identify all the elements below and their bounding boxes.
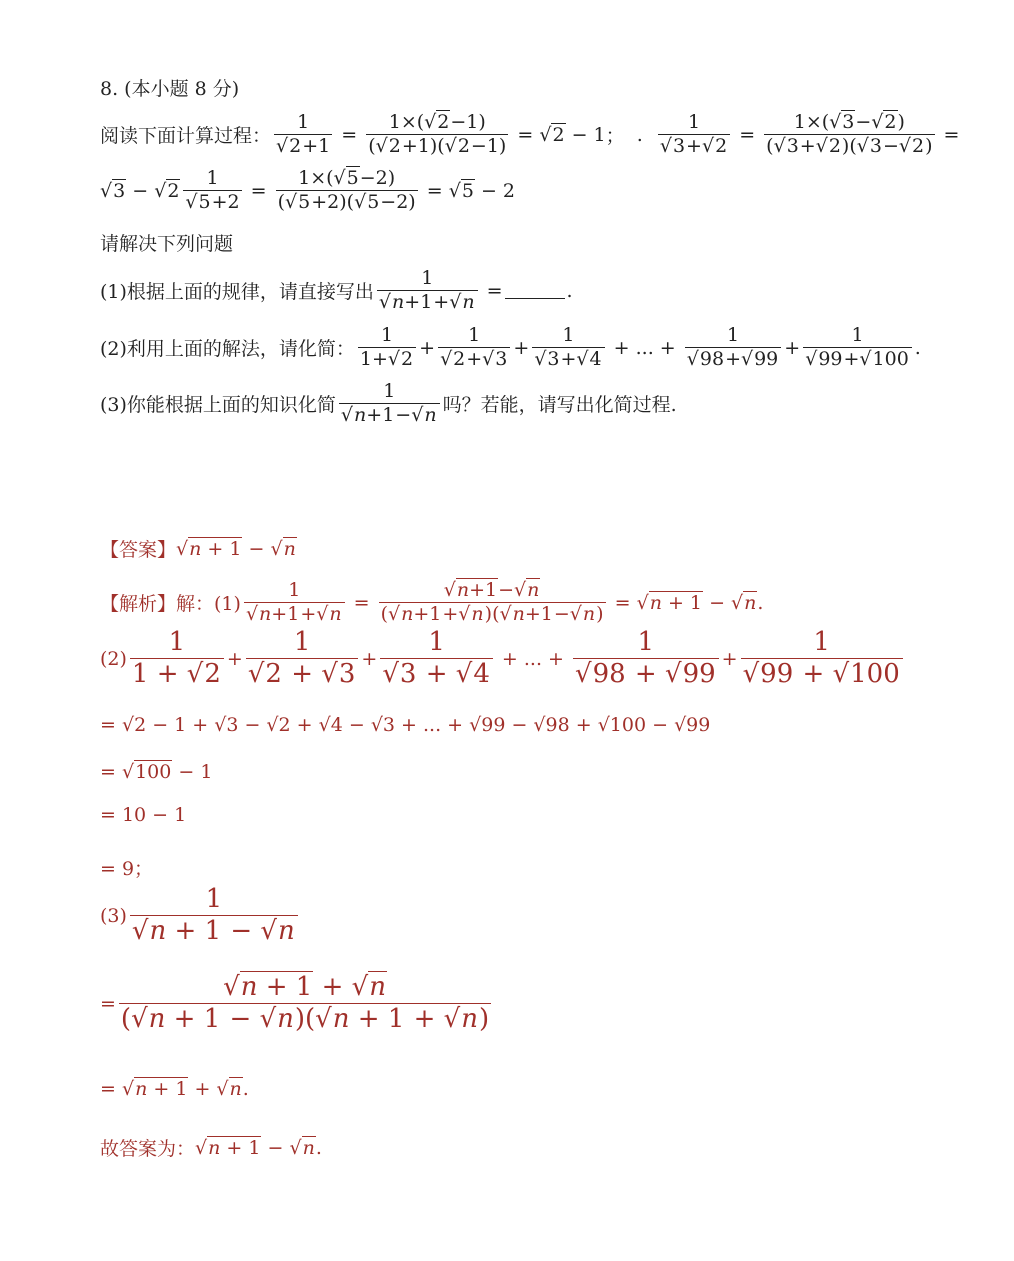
part-1-text: (1)根据上面的规律，请直接写出 [100, 281, 374, 304]
step-telescoping [100, 714, 710, 736]
ask-line [100, 229, 233, 256]
final-answer-label: 故答案为： [100, 1138, 196, 1160]
step-ten-text: = 10 − 1 [100, 804, 187, 826]
example-fraction-6: $\frac{1\times(√5-2)}{(√5+2)(√5-2)}$ [277, 167, 416, 213]
answer-blank [505, 282, 565, 299]
solution-part-2-label: (2) [100, 648, 127, 671]
part-3-suffix: 吗？若能，请写出化简过程. [442, 394, 677, 417]
question-header [100, 74, 239, 101]
answer-line: 【答案】 √n + 1 − √n [100, 535, 297, 562]
question-header-text: 8. (本小题 8 分) [100, 78, 240, 100]
analysis-intro: 解：(1) [176, 593, 241, 616]
intro-text: 阅读下面计算过程： [100, 125, 272, 148]
example-line-1: 阅读下面计算过程： $\frac{1}{√2+1}$ = $\frac{1\times(√2-1)}{(√2+1)(√2-1)}$ = √2 − 1 ； . $\frac{1}{√3+√2}$ = $\frac{1\times(√3-√2)}{(√3+√2)(√3-√2)}$ = [100, 111, 960, 157]
example-fraction-3: $\frac{1}{√3+√2}$ [658, 112, 730, 158]
example-fraction-4: $\frac{1\times(√3-√2)}{(√3+√2)(√3-√2)}$ [766, 111, 933, 157]
example-line-2: √3 − √2 $\frac{1}{√5+2}$ = $\frac{1\times(√5-2)}{(√5+2)(√5-2)}$ = √5 − 2 [100, 167, 516, 213]
part-3 [100, 381, 677, 427]
step-sqrt100: = √100 − 1 [100, 761, 213, 783]
solution-part-3-result: = √n + 1 + √n. [100, 1078, 249, 1100]
answer-label: 【答案】 [100, 539, 177, 561]
example-fraction-2: $\frac{1\times(√2-1)}{(√2+1)(√2-1)}$ [368, 111, 507, 157]
part-3-fraction: $\frac{1}{√n+1-√n}$ [339, 381, 440, 427]
analysis-label: 【解析】 [100, 593, 177, 616]
step-nine [100, 854, 153, 881]
solution-part-3-step: = $\frac{√n + 1 + √n}{(√n + 1 - √n)(√n + 1 + √n)}$ [100, 972, 490, 1034]
solution-part-3: (3) $\frac{1}{√n + 1 - √n}$ [100, 885, 301, 947]
step-ten [100, 804, 186, 826]
part-1-fraction: $\frac{1}{√n+1+√n}$ [377, 268, 478, 314]
solution-part-3-label: (3) [100, 905, 127, 928]
part-3-text: (3)你能根据上面的知识化简 [100, 394, 336, 417]
solution-part-2: (2) $\frac{1}{1 + √2}$ + $\frac{1}{√2 + √3}$ + $\frac{1}{√3 + √4}$ + ... + $\frac{1}{√98 + √99}$ + $\frac{1}{√99 + √100}$ [100, 628, 906, 690]
step-nine-text: = 9； [100, 858, 154, 880]
final-answer: 故答案为： √n + 1 − √n. [100, 1134, 322, 1161]
example-fraction-5: $\frac{1}{√5+2}$ [185, 167, 240, 213]
ask-text: 请解决下列问题 [100, 233, 234, 255]
step-telescoping-text: = √2 − 1 + √3 − √2 + √4 − √3 + ... + √99 − √98 + √100 − √99 [100, 714, 711, 736]
part-2: (2)利用上面的解法，请化简： $\frac{1}{1+√2}$ + $\frac{1}{√2+√3}$ + $\frac{1}{√3+√4}$ + ... + $\frac{1}{√98+√99}$ + $\frac{1}{√99+√100}$ . [100, 324, 921, 370]
part-1: (1)根据上面的规律，请直接写出 $\frac{1}{√n+1+√n}$ = . [100, 267, 573, 313]
analysis-line: 【解析】 解：(1) $\frac{1}{√n+1+√n}$ = $\frac{√n+1-√n}{(√n+1+√n)(√n+1-√n)}$ = √n + 1 − √n. [100, 579, 764, 625]
example-fraction-1: $\frac{1}{√2+1}$ [276, 111, 331, 157]
part-2-text: (2)利用上面的解法，请化简： [100, 338, 355, 361]
intro-separator: ； [605, 125, 625, 148]
